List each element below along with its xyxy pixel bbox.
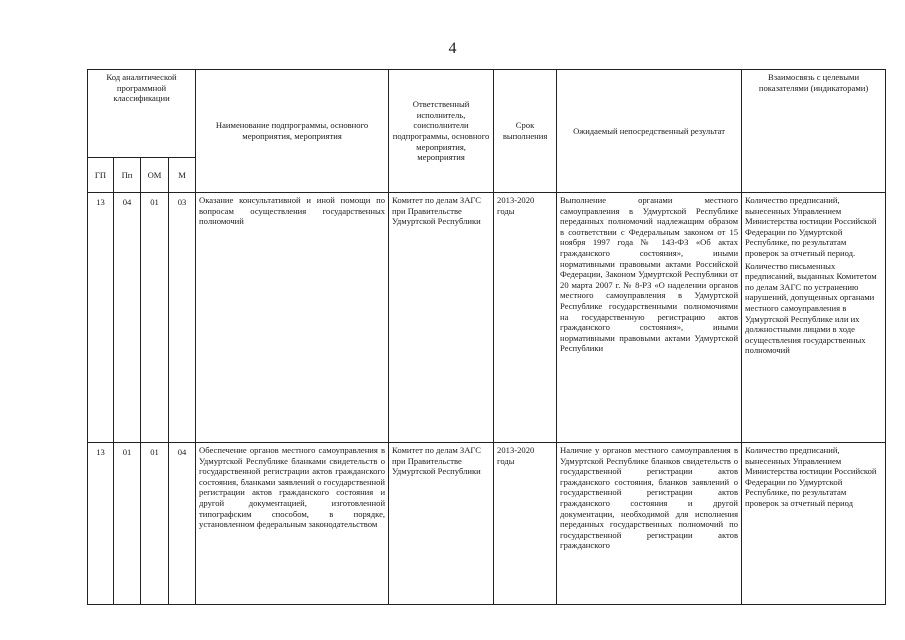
term-cell: 2013-2020 годы — [494, 193, 557, 443]
link-header: Взаимосвязь с целевыми показателями (индикаторами) — [742, 70, 886, 193]
code-cell: 01 — [114, 443, 141, 605]
code-cell: 04 — [169, 443, 196, 605]
term-header: Срок выполнения — [494, 70, 557, 193]
code-group-header: Код аналитической программной классификации — [88, 70, 196, 158]
code-cell: 03 — [169, 193, 196, 443]
table-row — [88, 193, 886, 443]
indicator-cell — [742, 193, 886, 443]
code-cell: 13 — [88, 193, 114, 443]
indicator-cell — [742, 443, 886, 605]
activity-name-cell: Обеспечение органов местного самоуправления в Удмуртской Республике бланками свидетельств о государственной регистрации актов гражданского состояния, бланками заявлений о государственной регистрации актов гражданского состояния и другой документацией, изготовленной типографским способом, в порядке, установленном федеральным законодательством — [196, 443, 389, 605]
code-cell: 01 — [141, 443, 169, 605]
indicator-text: Количество предписаний, вынесенных Управлением Министерства юстиции Российской Федерации по Удмуртской Республике, по результатам проверок за отчетный период — [745, 445, 877, 508]
indicator-text: Количество предписаний, вынесенных Управлением Министерства юстиции Российской Федерации по Удмуртской Республике, по результатам проверок за отчетный период. — [745, 195, 877, 258]
name-header: Наименование подпрограммы, основного мероприятия, мероприятия — [196, 70, 389, 193]
code-col-gp: ГП — [88, 158, 114, 193]
header-row — [88, 70, 886, 158]
table-row — [88, 443, 886, 605]
indicator-text: Количество письменных предписаний, выданных Комитетом по делам ЗАГС по устранению нарушений, допущенных органами местного самоуправления в Удмуртской Республике или их должностными лицами в ходе осуществления государственных полномочий — [745, 260, 877, 356]
code-col-m: М — [169, 158, 196, 193]
term-cell: 2013-2020 годы — [494, 443, 557, 605]
code-cell: 13 — [88, 443, 114, 605]
code-cell: 04 — [114, 193, 141, 443]
code-col-pp: Пп — [114, 158, 141, 193]
activity-name-cell: Оказание консультативной и иной помощи по вопросам осуществления государственных полномочий — [196, 193, 389, 443]
responsible-cell: Комитет по делам ЗАГС при Правительстве Удмуртской Республики — [389, 443, 494, 605]
responsible-cell: Комитет по делам ЗАГС при Правительстве Удмуртской Республики — [389, 193, 494, 443]
result-cell: Выполнение органами местного самоуправления в Удмуртской Республике переданных полномочий надлежащим образом в соответствии с Федеральным законом от 15 ноября 1997 года № 143-ФЗ «Об актах гражданского состояния», иными нормативными правовыми актами Российской Федерации, Законом Удмуртской Республики от 20 марта 2007 г. № 8-РЗ «О наделении органов местного самоуправления в Удмуртской Республике государственными полномочиями на государственную регистрацию актов гражданского состояния», иными нормативными правовыми актами Удмуртской Республики — [557, 193, 742, 443]
page-number: 4 — [448, 40, 457, 57]
code-col-om: ОМ — [141, 158, 169, 193]
result-cell: Наличие у органов местного самоуправления в Удмуртской Республике бланков свидетельств о государственной регистрации актов гражданского состояния, бланков заявлений о государственной регистрации актов гражданского состояния и другой документации, необходимой для исполнения переданных государственных полномочий по государственной регистрации актов гражданского — [557, 443, 742, 605]
program-table — [87, 69, 886, 605]
responsible-header: Ответственный исполнитель, соисполнители подпрограммы, основного мероприятия, мероприятия — [389, 70, 494, 193]
result-header: Ожидаемый непосредственный результат — [557, 70, 742, 193]
code-cell: 01 — [141, 193, 169, 443]
